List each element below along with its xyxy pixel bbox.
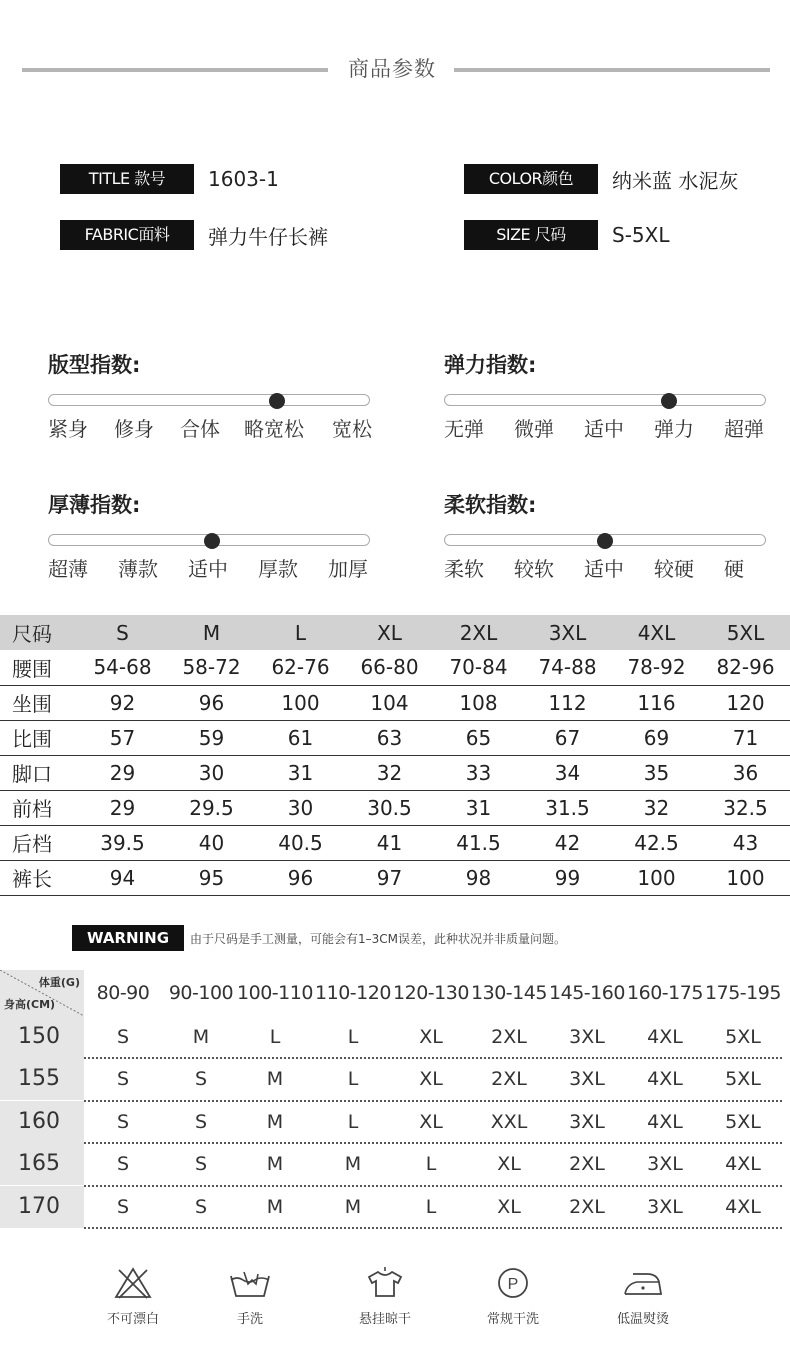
table-cell: 40.5 — [256, 825, 345, 860]
care-dry-clean — [468, 1266, 558, 1327]
table-cell: 63 — [345, 720, 434, 755]
table-cell: 71 — [701, 720, 790, 755]
index-track — [444, 394, 766, 406]
recommended-size-cell: L — [425, 1195, 437, 1218]
care-label: 不可漂白 — [106, 1312, 159, 1327]
recommended-size-cell: S — [194, 1110, 208, 1133]
index-label: 弹力 — [654, 417, 694, 441]
table-cell: 65 — [434, 720, 523, 755]
title-value: 1603-1 — [208, 167, 279, 191]
height-row-header: 160 — [0, 1101, 84, 1143]
recommended-size-cell: XL — [419, 1068, 443, 1091]
recommended-size-cell: S — [116, 1110, 130, 1133]
warning-text: 由于尺码是手工测量，可能会有1–3CM误差，此种状况并非质量问题。 — [190, 931, 567, 946]
table-cell: 32 — [612, 790, 701, 825]
recommended-size-cell: XL — [497, 1195, 521, 1218]
size-table-row — [0, 720, 790, 755]
table-cell: 67 — [523, 720, 612, 755]
header-divider-right — [454, 68, 770, 72]
care-label: 悬挂晾干 — [358, 1312, 411, 1327]
fabric-tag: FABRIC面料 — [60, 220, 194, 250]
recommended-size-cell: M — [192, 1026, 210, 1048]
row-label: 比围 — [0, 720, 78, 755]
height-label: 身高(CM) — [4, 998, 56, 1011]
recommended-size-cell: L — [347, 1026, 359, 1048]
table-cell: 42.5 — [612, 825, 701, 860]
care-low-iron — [598, 1266, 688, 1327]
index-label: 合体 — [180, 417, 220, 441]
index-label: 适中 — [584, 417, 624, 441]
no-bleach-icon — [113, 1266, 153, 1300]
table-cell: 32.5 — [701, 790, 790, 825]
table-cell: 29 — [78, 755, 167, 790]
recommended-size-cell: L — [425, 1153, 437, 1176]
table-cell: 32 — [345, 755, 434, 790]
table-cell: 54-68 — [78, 650, 167, 685]
table-cell: 82-96 — [701, 650, 790, 685]
section-header — [0, 52, 790, 86]
table-cell: 40 — [167, 825, 256, 860]
table-cell: 33 — [434, 755, 523, 790]
low-iron-icon — [621, 1266, 665, 1300]
param-fabric — [60, 220, 328, 250]
table-cell: 112 — [523, 685, 612, 720]
table-cell: 57 — [78, 720, 167, 755]
recommended-size-cell: XL — [497, 1153, 521, 1176]
index-marker — [597, 533, 613, 549]
recommended-size-cell: S — [194, 1195, 208, 1218]
recommended-size-cell: M — [266, 1195, 284, 1218]
index-labels — [444, 554, 774, 584]
index-scale — [444, 350, 774, 441]
table-cell: 78-92 — [612, 650, 701, 685]
weight-column-header: 160-175 — [627, 982, 703, 1004]
index-label: 超弹 — [724, 417, 764, 441]
row-label: 前档 — [0, 790, 78, 825]
table-cell: 31 — [256, 755, 345, 790]
table-cell: 34 — [523, 755, 612, 790]
table-cell: 62-76 — [256, 650, 345, 685]
row-label: 裤长 — [0, 860, 78, 895]
recommended-size-cell: 4XL — [647, 1026, 683, 1048]
weight-column-header: 90-100 — [168, 982, 234, 1004]
index-label: 超薄 — [48, 557, 88, 581]
table-cell: 30.5 — [345, 790, 434, 825]
index-marker — [269, 393, 285, 409]
warning — [72, 925, 566, 951]
index-label: 加厚 — [328, 557, 368, 581]
index-title: 厚薄指数: — [48, 493, 141, 517]
weight-column-header: 110-120 — [315, 982, 391, 1004]
table-cell: 96 — [167, 685, 256, 720]
recommended-size-cell: M — [344, 1153, 362, 1176]
index-labels — [48, 554, 378, 584]
recommended-size-cell: XL — [419, 1026, 443, 1048]
recommended-size-cell: 3XL — [569, 1110, 605, 1133]
index-label: 微弹 — [514, 417, 554, 441]
table-cell: 59 — [167, 720, 256, 755]
recommended-size-cell: 5XL — [725, 1110, 761, 1133]
size-table-row — [0, 825, 790, 860]
care-label: 低温熨烫 — [616, 1312, 669, 1327]
index-title: 版型指数: — [48, 353, 141, 377]
table-cell: 35 — [612, 755, 701, 790]
table-cell: 31.5 — [523, 790, 612, 825]
row-label: 脚口 — [0, 755, 78, 790]
header-cell: M — [167, 615, 256, 650]
index-labels — [48, 414, 378, 444]
param-color — [464, 164, 738, 194]
recommended-size-cell: L — [347, 1110, 359, 1133]
size-tag: SIZE 尺码 — [464, 220, 598, 250]
weight-column-header: 80-90 — [96, 982, 150, 1004]
recommended-size-cell: 4XL — [725, 1153, 761, 1176]
hand-wash-icon — [228, 1266, 272, 1300]
table-cell: 29.5 — [167, 790, 256, 825]
recommended-size-cell: 3XL — [647, 1195, 683, 1218]
table-cell: 30 — [256, 790, 345, 825]
header-cell: XL — [345, 615, 434, 650]
recommended-size-cell: 2XL — [569, 1153, 605, 1176]
table-cell: 74-88 — [523, 650, 612, 685]
section-title: 商品参数 — [348, 57, 436, 81]
table-cell: 120 — [701, 685, 790, 720]
care-no-bleach — [88, 1266, 178, 1327]
care-hang-dry — [340, 1266, 430, 1327]
care-label: 常规干洗 — [486, 1312, 539, 1327]
care-label: 手洗 — [236, 1312, 263, 1327]
header-cell: 尺码 — [0, 615, 78, 650]
table-cell: 41 — [345, 825, 434, 860]
index-label: 较软 — [514, 557, 554, 581]
header-cell: 4XL — [612, 615, 701, 650]
recommended-size-cell: S — [194, 1068, 208, 1091]
index-labels — [444, 414, 774, 444]
index-title: 柔软指数: — [444, 493, 537, 517]
size-table-header — [0, 615, 790, 650]
table-cell: 95 — [167, 860, 256, 895]
table-cell: 96 — [256, 860, 345, 895]
recommended-size-cell: 4XL — [725, 1195, 761, 1218]
size-table-row — [0, 650, 790, 685]
index-label: 硬 — [724, 557, 744, 581]
table-cell: 58-72 — [167, 650, 256, 685]
header-cell: 3XL — [523, 615, 612, 650]
recommended-size-cell: 2XL — [491, 1026, 527, 1048]
size-table-row — [0, 755, 790, 790]
row-divider — [84, 1227, 782, 1229]
recommended-size-cell: M — [266, 1153, 284, 1176]
title-tag: TITLE 款号 — [60, 164, 194, 194]
index-label: 适中 — [584, 557, 624, 581]
table-cell: 97 — [345, 860, 434, 895]
size-recommendation-table — [0, 970, 790, 1228]
index-marker — [204, 533, 220, 549]
table-cell: 42 — [523, 825, 612, 860]
index-title: 弹力指数: — [444, 353, 537, 377]
header-cell: 2XL — [434, 615, 523, 650]
header-cell: 5XL — [701, 615, 790, 650]
recommended-size-cell: M — [344, 1195, 362, 1218]
index-label: 修身 — [114, 417, 154, 441]
table-cell: 31 — [434, 790, 523, 825]
recommended-size-cell: 2XL — [569, 1195, 605, 1218]
recommended-size-cell: M — [266, 1110, 284, 1133]
index-label: 紧身 — [48, 417, 88, 441]
index-label: 无弹 — [444, 417, 484, 441]
index-scale — [48, 350, 378, 441]
hang-dry-icon — [365, 1266, 405, 1300]
weight-column-header: 130-145 — [471, 982, 547, 1004]
param-size — [464, 220, 669, 250]
svg-text:P: P — [507, 1276, 519, 1293]
table-cell: 100 — [701, 860, 790, 895]
recommended-size-cell: S — [116, 1195, 130, 1218]
table-cell: 99 — [523, 860, 612, 895]
table-cell: 39.5 — [78, 825, 167, 860]
recommended-size-cell: 5XL — [725, 1068, 761, 1091]
table-cell: 108 — [434, 685, 523, 720]
weight-column-header: 100-110 — [237, 982, 313, 1004]
index-label: 柔软 — [444, 557, 484, 581]
weight-column-header: 120-130 — [393, 982, 469, 1004]
table-cell: 116 — [612, 685, 701, 720]
height-row-header: 155 — [0, 1058, 84, 1100]
recommended-size-cell: 5XL — [725, 1026, 761, 1048]
recommended-size-cell: 3XL — [569, 1026, 605, 1048]
param-title — [60, 164, 279, 194]
index-label: 薄款 — [118, 557, 158, 581]
index-marker — [661, 393, 677, 409]
recommended-size-cell: XL — [419, 1110, 443, 1133]
size-table-row — [0, 685, 790, 720]
header-cell: L — [256, 615, 345, 650]
recommended-size-cell: 4XL — [647, 1068, 683, 1091]
table-cell: 104 — [345, 685, 434, 720]
row-label: 后档 — [0, 825, 78, 860]
table-cell: 94 — [78, 860, 167, 895]
recommended-size-cell: 3XL — [569, 1068, 605, 1091]
recommended-size-cell: 2XL — [491, 1068, 527, 1091]
table-cell: 92 — [78, 685, 167, 720]
color-tag: COLOR颜色 — [464, 164, 598, 194]
weight-label: 体重(G) — [38, 976, 80, 989]
table-cell: 30 — [167, 755, 256, 790]
table-cell: 29 — [78, 790, 167, 825]
table-cell: 100 — [256, 685, 345, 720]
recommended-size-cell: 3XL — [647, 1153, 683, 1176]
index-label: 适中 — [188, 557, 228, 581]
recommended-size-cell: XXL — [490, 1110, 528, 1133]
header-divider-left — [22, 68, 328, 72]
care-hand-wash — [205, 1266, 295, 1327]
height-row-header: 165 — [0, 1143, 84, 1185]
table-cell: 66-80 — [345, 650, 434, 685]
table-cell: 70-84 — [434, 650, 523, 685]
color-value: 纳米蓝 水泥灰 — [612, 168, 739, 193]
weight-column-header: 175-195 — [705, 982, 781, 1004]
size-table-row — [0, 860, 790, 895]
index-label: 厚款 — [258, 557, 298, 581]
recommended-size-cell: S — [116, 1068, 130, 1091]
recommended-size-cell: M — [266, 1068, 284, 1091]
index-label: 宽松 — [332, 417, 372, 441]
height-row-header: 150 — [0, 1016, 84, 1058]
recommended-size-cell: S — [116, 1153, 130, 1176]
recommended-size-cell: 4XL — [647, 1110, 683, 1133]
index-label: 略宽松 — [244, 417, 304, 441]
table-cell: 98 — [434, 860, 523, 895]
weight-column-header: 145-160 — [549, 982, 625, 1004]
size-value: S-5XL — [612, 223, 670, 247]
fabric-value: 弹力牛仔长裤 — [208, 224, 328, 249]
row-label: 腰围 — [0, 650, 78, 685]
height-row-header: 170 — [0, 1186, 84, 1228]
table-cell: 43 — [701, 825, 790, 860]
size-table — [0, 615, 790, 896]
table-cell: 41.5 — [434, 825, 523, 860]
size-table-row — [0, 790, 790, 825]
table-cell: 61 — [256, 720, 345, 755]
table-cell: 100 — [612, 860, 701, 895]
table-cell: 69 — [612, 720, 701, 755]
index-scale — [444, 490, 774, 581]
recommended-size-cell: L — [347, 1068, 359, 1091]
index-scale — [48, 490, 378, 581]
table-cell: 36 — [701, 755, 790, 790]
recommended-size-cell: S — [116, 1026, 130, 1048]
table-corner — [0, 970, 84, 1016]
recommended-size-cell: L — [269, 1026, 281, 1048]
dry-clean-icon — [493, 1266, 533, 1300]
header-cell: S — [78, 615, 167, 650]
index-track — [48, 394, 370, 406]
index-label: 较硬 — [654, 557, 694, 581]
recommended-size-cell: S — [194, 1153, 208, 1176]
warning-tag: WARNING — [72, 925, 184, 951]
row-label: 坐围 — [0, 685, 78, 720]
